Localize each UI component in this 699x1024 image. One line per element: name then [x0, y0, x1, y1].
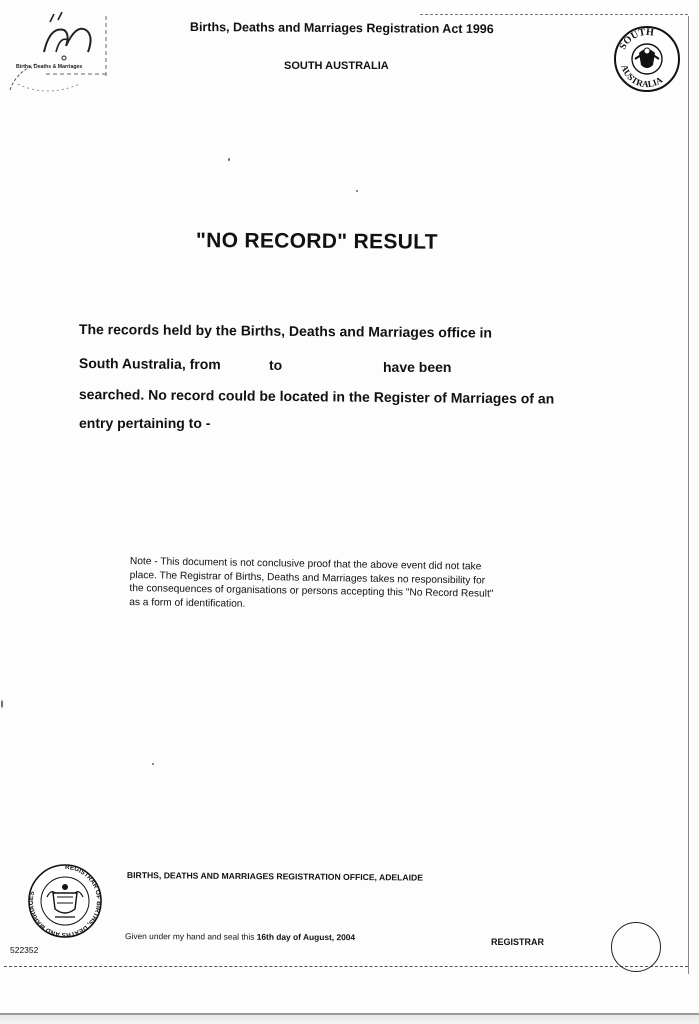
- body-line-1: The records held by the Births, Deaths and Marriages office in: [78, 321, 493, 341]
- bdm-logo-icon: [6, 12, 110, 92]
- state-name: SOUTH AUSTRALIA: [284, 60, 389, 72]
- body-line-4: entry pertaining to -: [79, 415, 211, 431]
- note-line-1: Note - This document is not conclusive proof that the above event did not take: [129, 555, 482, 573]
- note-line-2: place. The Registrar of Births, Deaths and Marriages takes no responsibility for: [129, 569, 486, 587]
- scan-speck: [228, 158, 230, 161]
- body-line-2-end: have been: [383, 359, 452, 375]
- scan-edge-shadow: [0, 1015, 699, 1024]
- seal-bottom-text: AUSTRALIA: [619, 63, 665, 90]
- scan-speck: [1, 700, 3, 708]
- issue-date: 16th day of August, 2004: [256, 931, 356, 943]
- scan-speck: [356, 190, 358, 192]
- given-prefix: Given under my hand and seal this: [124, 931, 255, 942]
- top-border-rule: [420, 14, 688, 15]
- registrar-label: REGISTRAR: [491, 937, 545, 947]
- body-line-3: searched. No record could be located in the Register of Marriages of an: [78, 386, 555, 407]
- logo-caption: Births, Deaths & Marriages: [16, 64, 83, 70]
- south-australia-seal-icon: [613, 25, 681, 93]
- act-title: Births, Deaths and Marriages Registration Act 1996: [189, 20, 494, 37]
- note-line-3: the consequences of organisations or persons accepting this "No Record Result": [129, 583, 494, 600]
- registration-office: BIRTHS, DEATHS AND MARRIAGES REGISTRATION OFFICE, ADELAIDE: [126, 870, 424, 883]
- circle-stamp-icon: [611, 922, 661, 972]
- note-line-4: as a form of identification.: [129, 596, 246, 610]
- bottom-border-rule: [4, 966, 688, 967]
- document-title: "NO RECORD" RESULT: [195, 229, 438, 254]
- registry-seal-icon: [27, 863, 103, 939]
- registry-seal-ring-text: REGISTRAR OF BIRTHS, DEATHS AND MARRIAGES: [27, 863, 103, 939]
- disclaimer-note: [129, 555, 570, 616]
- body-line-2-to: to: [269, 357, 283, 373]
- right-border-rule: [688, 16, 689, 974]
- given-under-hand: [125, 931, 355, 942]
- body-line-2-start: South Australia, from: [78, 355, 221, 373]
- seal-top-text: SOUTH: [617, 26, 655, 52]
- scan-speck: [152, 763, 154, 765]
- document-number: 522352: [10, 945, 39, 955]
